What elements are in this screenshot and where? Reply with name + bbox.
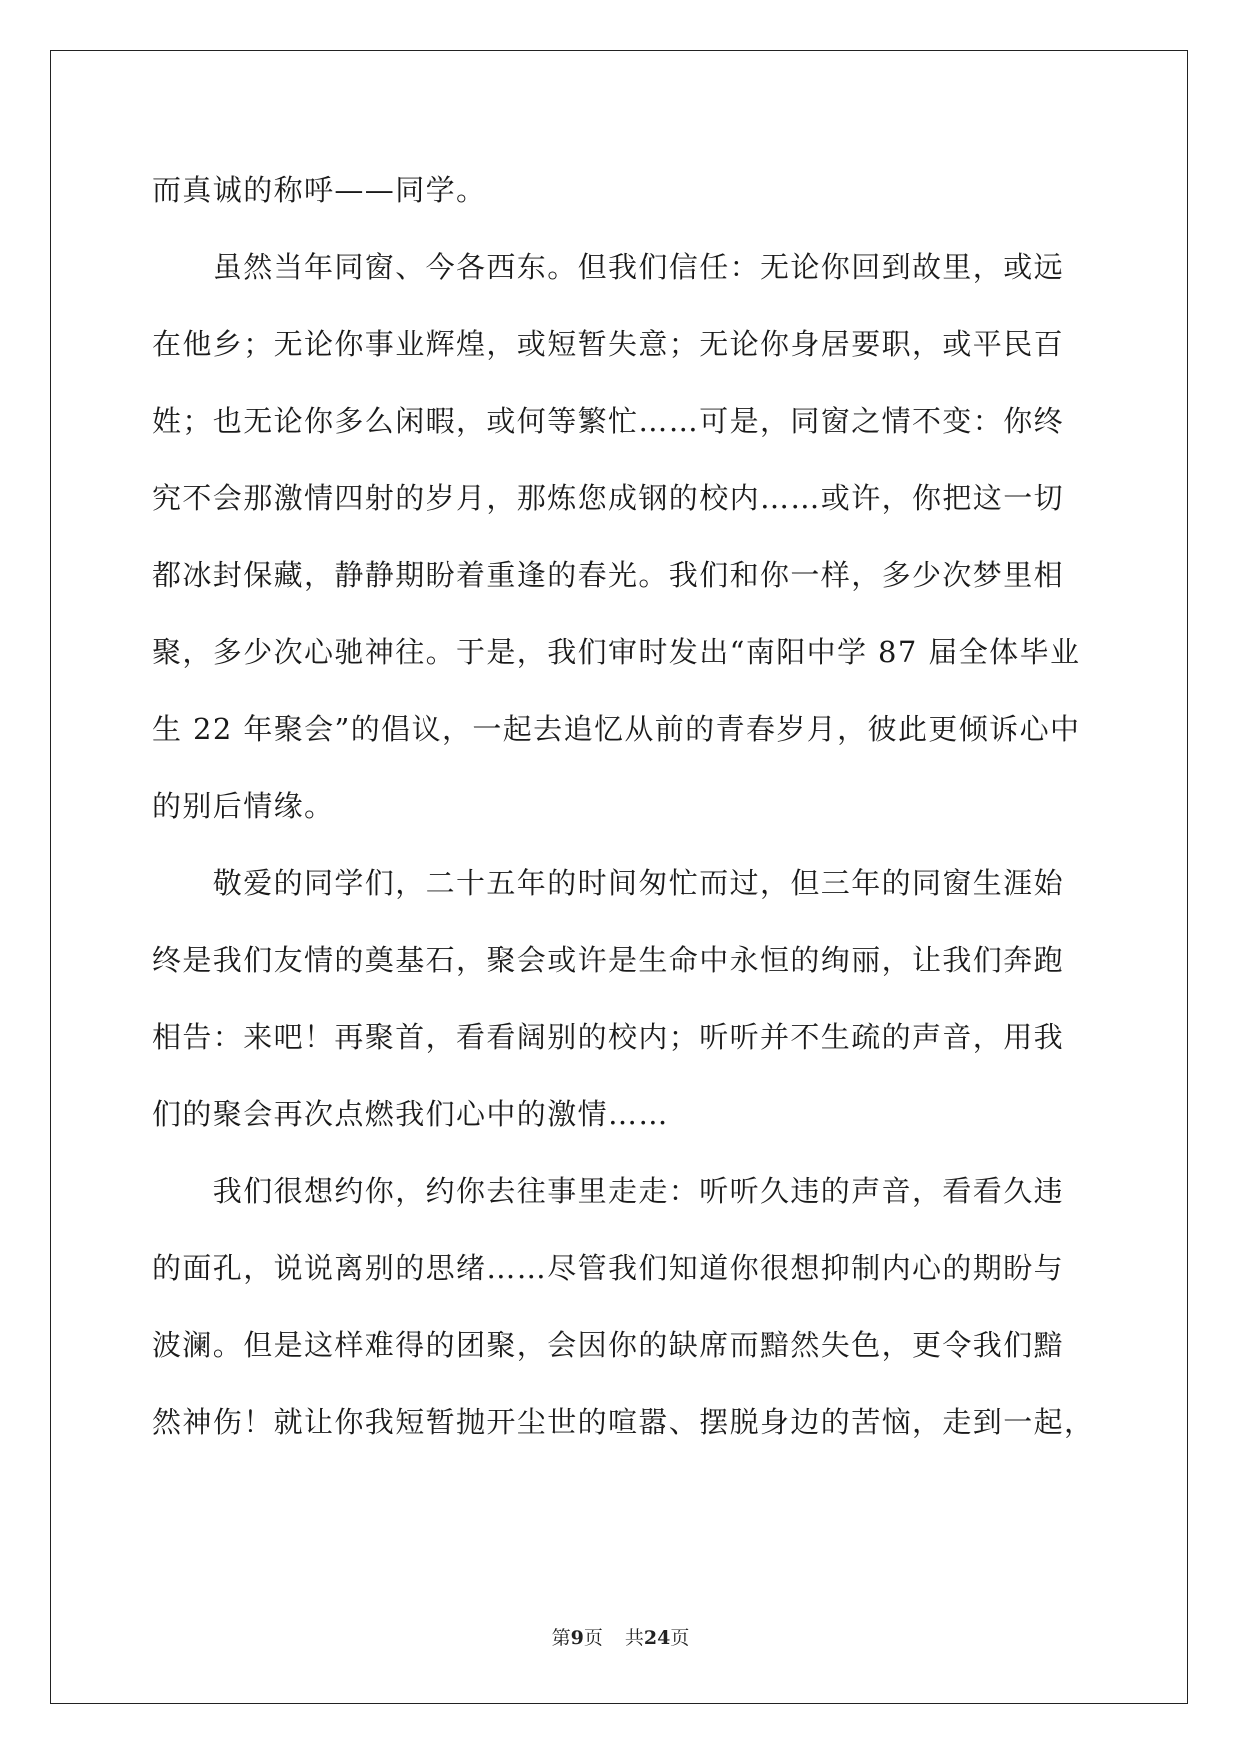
footer-prefix: 第: [551, 1627, 571, 1649]
text-line: 在他乡；无论你事业辉煌，或短暂失意；无论你身居要职，或平民百: [152, 327, 1065, 361]
text-line: 相告：来吧！再聚首，看看阔别的校内；听听并不生疏的声音，用我: [152, 1020, 1065, 1054]
text-line: 们的聚会再次点燃我们心中的激情……: [152, 1097, 669, 1131]
total-page-count: 24: [643, 1627, 671, 1649]
text-line: 姓；也无论你多么闲暇，或何等繁忙……可是，同窗之情不变：你终: [152, 404, 1065, 438]
page-footer: [0, 1623, 1241, 1650]
text-line: 我们很想约你，约你去往事里走走：听听久违的声音，看看久违: [152, 1174, 1065, 1208]
text-line: 敬爱的同学们，二十五年的时间匆忙而过，但三年的同窗生涯始: [152, 866, 1065, 900]
footer-total-prefix: 共: [624, 1627, 644, 1649]
document-body: [152, 152, 1095, 1461]
text-line: 虽然当年同窗、今各西东。但我们信任：无论你回到故里，或远: [152, 250, 1065, 284]
text-line: 聚，多少次心驰神往。于是，我们审时发出“南阳中学 87 届全体毕业: [152, 635, 1081, 669]
text-line: 的面孔，说说离别的思绪……尽管我们知道你很想抑制内心的期盼与: [152, 1251, 1065, 1285]
text-line: 都冰封保藏，静静期盼着重逢的春光。我们和你一样，多少次梦里相: [152, 558, 1065, 592]
text-line: 然神伤！就让你我短暂抛开尘世的喧嚣、摆脱身边的苦恼，走到一起，: [152, 1405, 1095, 1439]
text-line: 究不会那激情四射的岁月，那炼您成钢的校内……或许，你把这一切: [152, 481, 1065, 515]
text-line: 生 22 年聚会”的倡议，一起去追忆从前的青春岁月，彼此更倾诉心中: [152, 712, 1081, 746]
current-page-number: 9: [570, 1627, 584, 1649]
text-line: 波澜。但是这样难得的团聚，会因你的缺席而黯然失色，更令我们黯: [152, 1328, 1065, 1362]
footer-total-suffix: 页: [670, 1627, 690, 1649]
footer-page-suffix: 页: [583, 1627, 603, 1649]
text-line: 终是我们友情的奠基石，聚会或许是生命中永恒的绚丽，让我们奔跑: [152, 943, 1065, 977]
text-line: 而真诚的称呼——同学。: [152, 173, 487, 207]
text-line: 的别后情缘。: [152, 789, 335, 823]
